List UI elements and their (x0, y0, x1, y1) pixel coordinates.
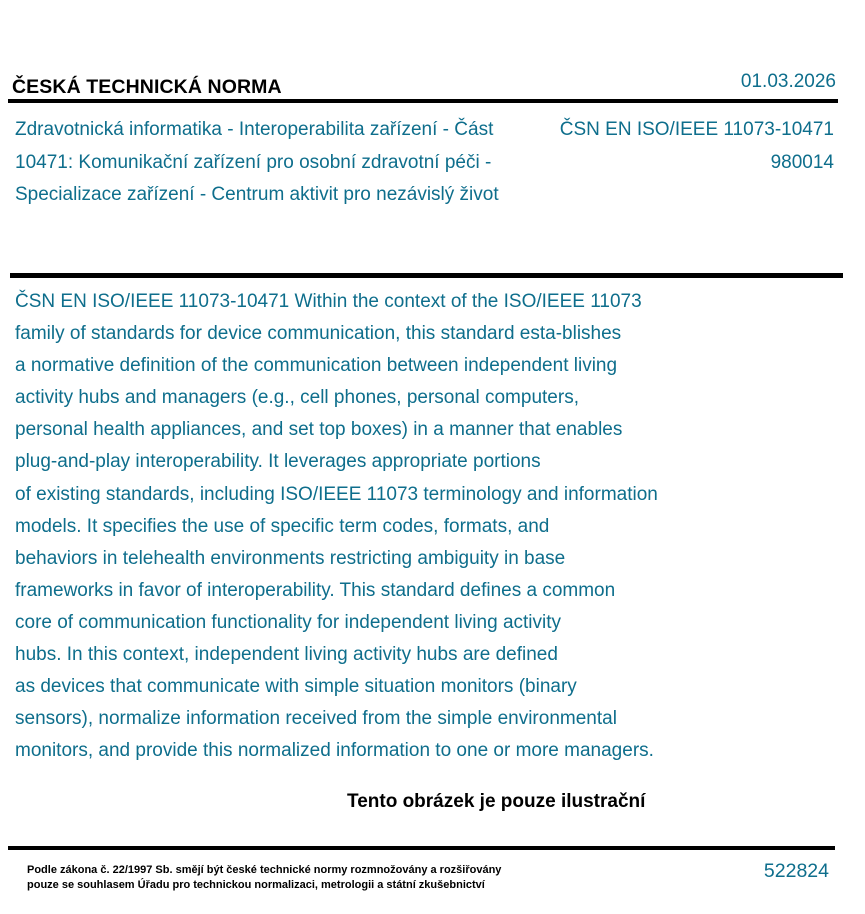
section-divider (10, 273, 843, 278)
publication-date: 01.03.2026 (740, 71, 836, 92)
legal-notice: Podle zákona č. 22/1997 Sb. smějí být české technické normy rozmnožovány a rozšiřovány pouze se souhlasem Úřadu pro technickou normalizaci, metrologii a státní zkušebnictví (27, 864, 502, 891)
document-header-title: ČESKÁ TECHNICKÁ NORMA (12, 76, 282, 98)
document-number: 522824 (763, 860, 829, 882)
header-divider (8, 99, 838, 103)
norm-identifiers (560, 114, 834, 179)
illustration-note: Tento obrázek je pouze ilustrační (347, 791, 646, 812)
norm-code: ČSN EN ISO/IEEE 11073-10471 (559, 119, 834, 140)
norm-class-number: 980014 (770, 151, 834, 173)
norm-title: Zdravotnická informatika - Interoperabilita zařízení - Část 10471: Komunikační zařízení pro osobní zdravotní péči - Specializace zařízení - Centrum aktivit pro nezávislý život (15, 119, 499, 205)
norm-abstract: ČSN EN ISO/IEEE 11073-10471 Within the context of the ISO/IEEE 11073 family of standards for device communication, this standard esta-blishes a normative definition of the communication between independent living activity hubs and managers (e.g., cell phones, personal computers, personal health appliances, and set top boxes) in a manner that enables plug-and-play interoperability. It leverages appropriate portions of existing standards, including ISO/IEEE 11073 terminology and information models. It specifies the use of specific term codes, formats, and behaviors in telehealth environments restricting ambiguity in base frameworks in favor of interoperability. This standard defines a common core of communication functionality for independent living activity hubs. In this context, independent living activity hubs are defined as devices that communicate with simple situation monitors (binary sensors), normalize information received from the simple environmental monitors, and provide this normalized information to one or more managers. (15, 291, 658, 762)
footer-divider (8, 846, 835, 850)
